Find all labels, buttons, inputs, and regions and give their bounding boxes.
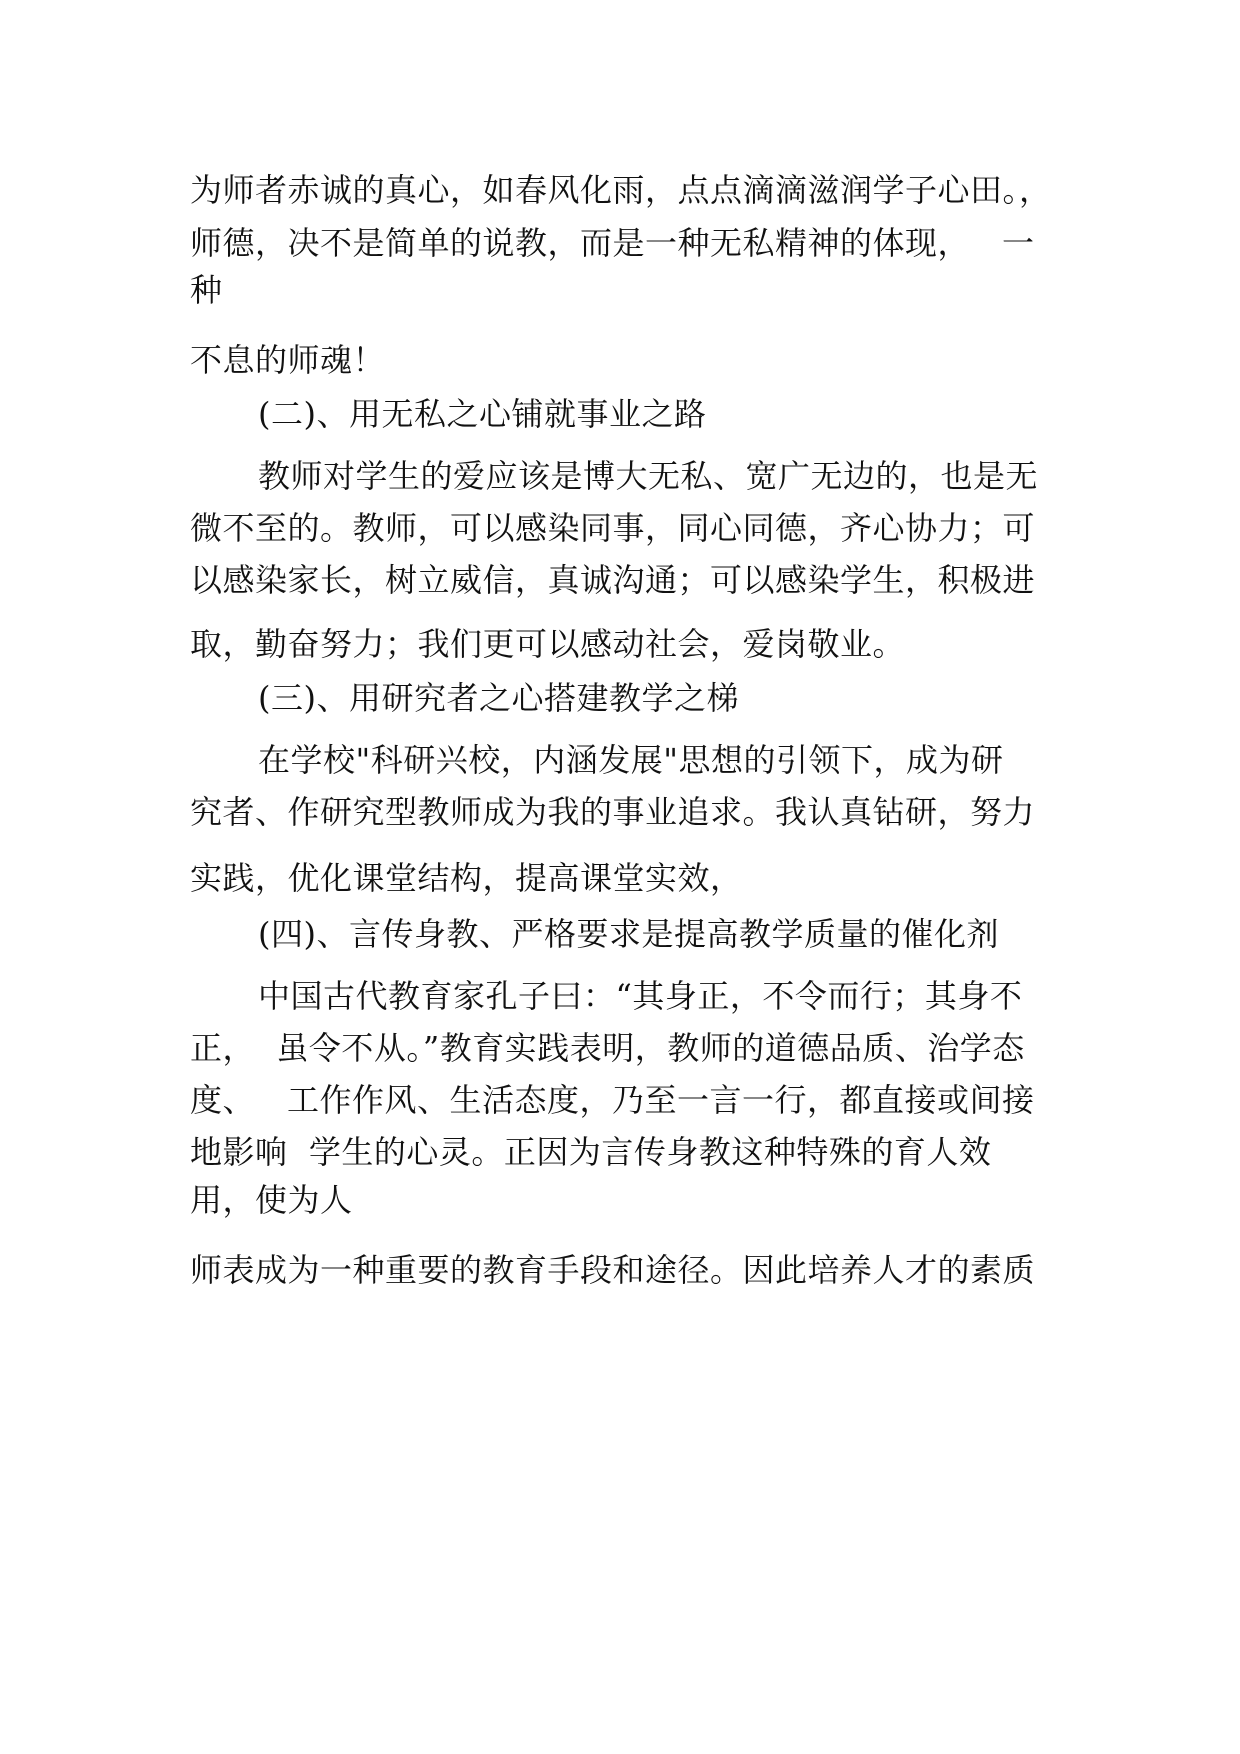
text-line: 师德，决不是简单的说教，而是一种无私精神的体现， 一 xyxy=(190,224,1035,262)
section-heading: (四)、言传身教、严格要求是提高教学质量的催化剂 xyxy=(258,915,999,953)
section-heading: (二)、用无私之心铺就事业之路 xyxy=(258,395,707,433)
text-line: 种 xyxy=(190,271,223,309)
text-line: 不息的师魂！ xyxy=(190,341,386,379)
text-line: 教师对学生的爱应该是博大无私、宽广无边的，也是无 xyxy=(258,457,1039,495)
section-heading: (三)、用研究者之心搭建教学之梯 xyxy=(258,679,739,717)
text-line: 正， 虽令不从。”教育实践表明，教师的道德品质、治学态 xyxy=(190,1029,1025,1067)
text-line: 中国古代教育家孔子曰：“其身正，不令而行；其身不 xyxy=(258,977,1023,1015)
text-line: 师表成为一种重要的教育手段和途径。因此培养人才的素质 xyxy=(190,1251,1036,1289)
text-line: 度、 工作作风、生活态度，乃至一言一行，都直接或间接 xyxy=(190,1081,1035,1119)
text-line: 实践，优化课堂结构，提高课堂实效， xyxy=(190,859,743,897)
text-line: 以感染家长，树立威信，真诚沟通；可以感染学生，积极进 xyxy=(190,561,1036,599)
text-line: 微不至的。教师，可以感染同事，同心同德，齐心协力；可 xyxy=(190,509,1036,547)
text-line: 地影响 学生的心灵。正因为言传身教这种特殊的育人效 xyxy=(190,1133,992,1171)
text-line: 取，勤奋努力；我们更可以感动社会，爱岗敬业。 xyxy=(190,625,906,663)
text-line: 在学校"科研兴校，内涵发展"思想的引领下，成为研 xyxy=(258,741,1004,779)
text-line: 用，使为人 xyxy=(190,1181,353,1219)
text-line: 为师者赤诚的真心，如春风化雨，点点滴滴滋润学子心田。， xyxy=(190,171,1052,209)
text-line: 究者、作研究型教师成为我的事业追求。我认真钻研，努力 xyxy=(190,793,1036,831)
